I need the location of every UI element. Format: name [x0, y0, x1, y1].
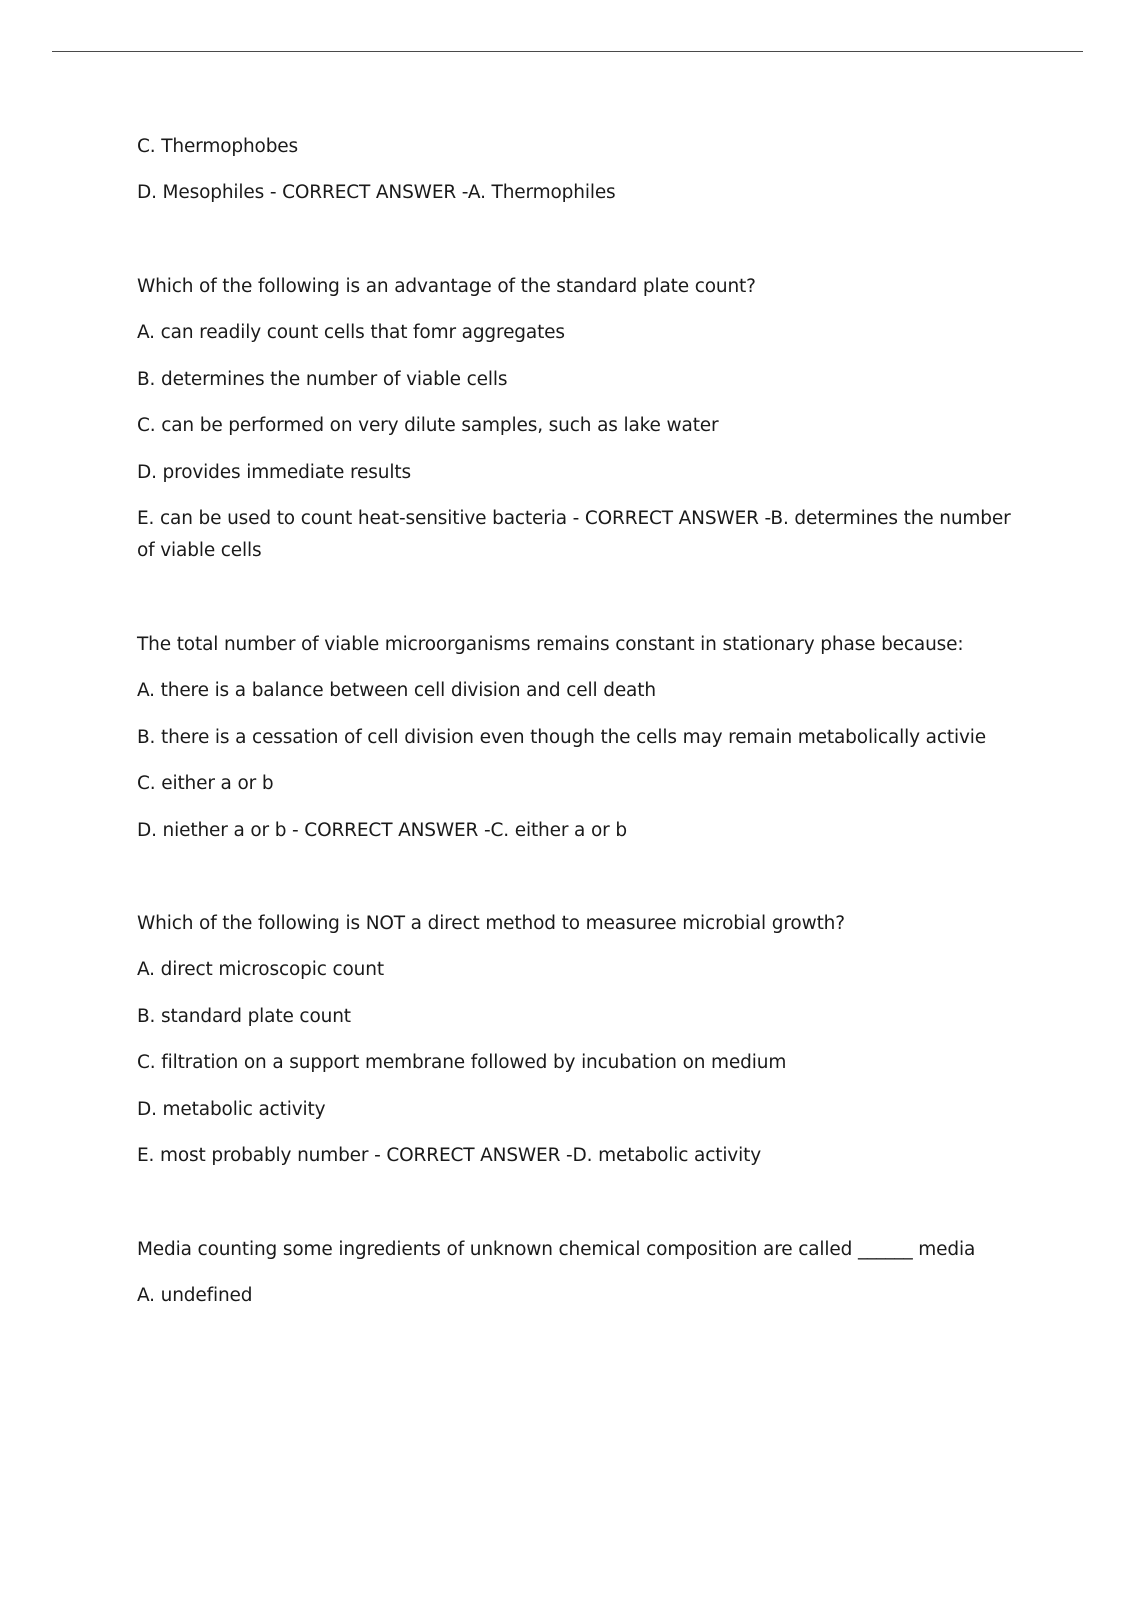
q3-option-c: C. either a or b: [137, 773, 274, 794]
q1-option-d-answer: D. Mesophiles - CORRECT ANSWER -A. Thermophiles: [137, 182, 616, 203]
q4-option-c: C. filtration on a support membrane followed by incubation on medium: [137, 1052, 787, 1073]
header-rule: [52, 51, 1083, 52]
q2-option-a: A. can readily count cells that fomr aggregates: [137, 322, 565, 343]
q1-option-c: C. Thermophobes: [137, 136, 299, 157]
q3-option-a: A. there is a balance between cell division and cell death: [137, 680, 656, 701]
q2-question: Which of the following is an advantage of the standard plate count?: [137, 276, 756, 297]
q3-option-b: B. there is a cessation of cell division even though the cells may remain metabolically activie: [137, 727, 986, 748]
q4-option-b: B. standard plate count: [137, 1006, 351, 1027]
q4-question: Which of the following is NOT a direct method to measuree microbial growth?: [137, 913, 845, 934]
q2-option-c: C. can be performed on very dilute samples, such as lake water: [137, 415, 719, 436]
q4-option-a: A. direct microscopic count: [137, 959, 384, 980]
q3-question: The total number of viable microorganisms remains constant in stationary phase because:: [137, 634, 964, 655]
q5-option-a: A. undefined: [137, 1285, 253, 1306]
q2-option-b: B. determines the number of viable cells: [137, 369, 508, 390]
q2-option-e-answer: E. can be used to count heat-sensitive bacteria - CORRECT ANSWER -B. determines the number of viable cells: [137, 508, 1011, 561]
q2-option-d: D. provides immediate results: [137, 462, 411, 483]
q4-option-e-answer: E. most probably number - CORRECT ANSWER -D. metabolic activity: [137, 1145, 761, 1166]
q5-question: Media counting some ingredients of unknown chemical composition are called ______ media: [137, 1239, 976, 1260]
q3-option-d-answer: D. niether a or b - CORRECT ANSWER -C. either a or b: [137, 820, 627, 841]
q4-option-d: D. metabolic activity: [137, 1099, 326, 1120]
